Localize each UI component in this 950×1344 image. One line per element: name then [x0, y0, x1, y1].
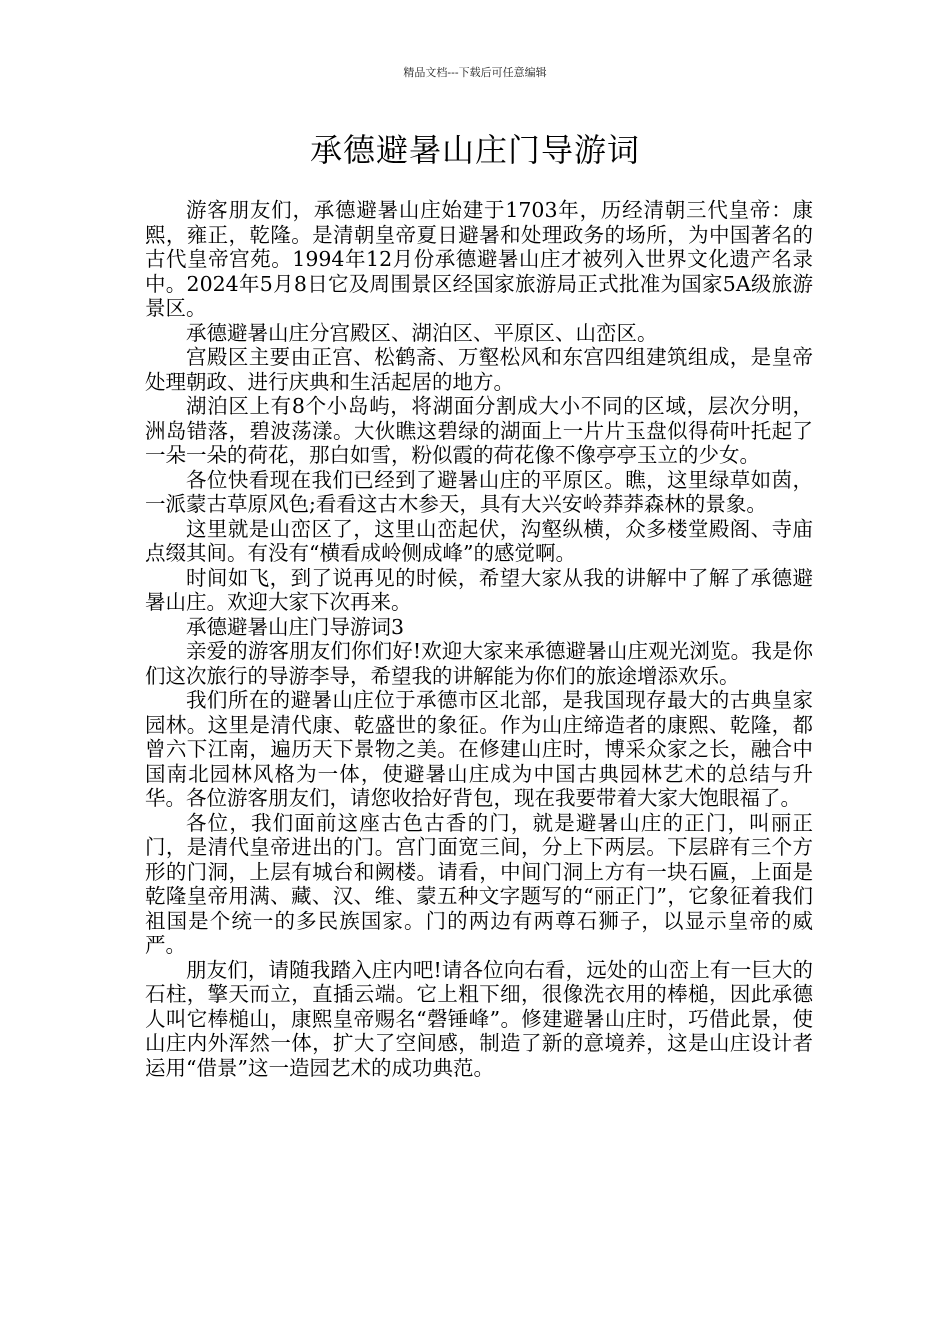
header-note: 精品文档---下载后可任意编辑 [403, 66, 547, 79]
paragraph: 宫殿区主要由正宫、松鹤斋、万壑松风和东宫四组建筑组成，是皇帝处理朝政、进行庆典和生活起居的地方。 [145, 345, 813, 394]
paragraph: 湖泊区上有8个小岛屿，将湖面分割成大小不同的区域，层次分明，洲岛错落，碧波荡漾。大伙瞧这碧绿的湖面上一片片玉盘似得荷叶托起了一朵一朵的荷花，那白如雪，粉似霞的荷花像不像亭亭玉立的少女。 [145, 394, 813, 467]
paragraph: 时间如飞，到了说再见的时候，希望大家从我的讲解中了解了承德避暑山庄。欢迎大家下次再来。 [145, 565, 813, 614]
section-heading: 承德避暑山庄门导游词3 [186, 614, 405, 639]
paragraph: 各位，我们面前这座古色古香的门，就是避暑山庄的正门，叫丽正门，是清代皇帝进出的门。宫门面宽三间，分上下两层。下层辟有三个方形的门洞，上层有城台和阙楼。请看，中间门洞上方有一块石匾，上面是乾隆皇帝用满、藏、汉、维、蒙五种文字题写的“丽正门”，它象征着我们祖国是个统一的多民族国家。门的两边有两尊石狮子，以显示皇帝的威严。 [145, 810, 813, 957]
document-body [145, 198, 813, 1080]
paragraph: 游客朋友们，承德避暑山庄始建于1703年，历经清朝三代皇帝：康熙，雍正，乾隆。是清朝皇帝夏日避暑和处理政务的场所，为中国著名的古代皇帝宫苑。1994年12月份承德避暑山庄才被列入世界文化遗产名录中。2024年5月8日它及周围景区经国家旅游局正式批准为国家5A级旅游景区。 [145, 198, 813, 320]
paragraph: 亲爱的游客朋友们你们好!欢迎大家来承德避暑山庄观光浏览。我是你们这次旅行的导游李导，希望我的讲解能为你们的旅途增添欢乐。 [145, 639, 813, 688]
paragraph: 各位快看现在我们已经到了避暑山庄的平原区。瞧，这里绿草如茵，一派蒙古草原风色;看看这古木参天，具有大兴安岭莽莽森林的景象。 [145, 467, 813, 516]
paragraph: 这里就是山峦区了，这里山峦起伏，沟壑纵横，众多楼堂殿阁、寺庙点缀其间。有没有“横看成岭侧成峰”的感觉啊。 [145, 516, 813, 565]
paragraph: 我们所在的避暑山庄位于承德市区北部，是我国现存最大的古典皇家园林。这里是清代康、乾盛世的象征。作为山庄缔造者的康熙、乾隆，都曾六下江南，遍历天下景物之美。在修建山庄时，博采众家之长，融合中国南北园林风格为一体，使避暑山庄成为中国古典园林艺术的总结与升华。各位游客朋友们，请您收拾好背包，现在我要带着大家大饱眼福了。 [145, 688, 813, 810]
document-title: 承德避暑山庄门导游词 [309, 131, 640, 169]
paragraph: 承德避暑山庄分宫殿区、湖泊区、平原区、山峦区。 [186, 320, 658, 345]
paragraph: 朋友们，请随我踏入庄内吧!请各位向右看，远处的山峦上有一巨大的石柱，擎天而立，直插云端。它上粗下细，很像洗衣用的棒槌，因此承德人叫它棒槌山，康熙皇帝赐名“磬锤峰”。修建避暑山庄时，巧借此景，使山庄内外浑然一体，扩大了空间感，制造了新的意境养，这是山庄设计者运用“借景”这一造园艺术的成功典范。 [145, 957, 813, 1080]
